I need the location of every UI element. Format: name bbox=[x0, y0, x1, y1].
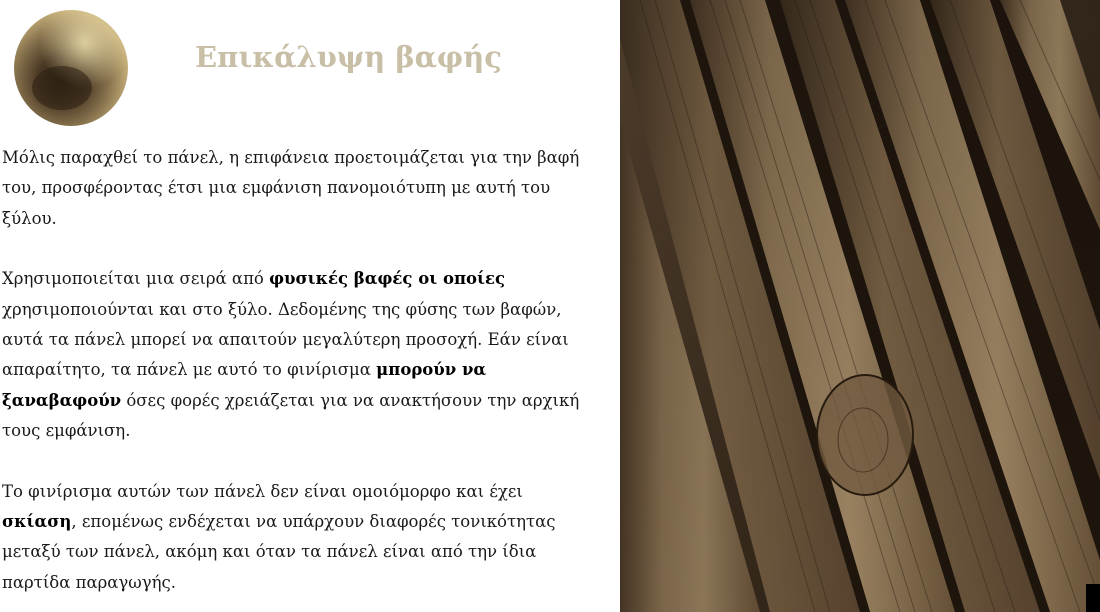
paragraph-3-part-2: , επομένως ενδέχεται να υπάρχουν διαφορές τονικότητας μεταξύ των πάνελ, ακόμη και όταν τα πάνελ είναι από την ίδια παρτίδα παραγωγής. bbox=[2, 511, 556, 592]
wood-panel-photo bbox=[620, 0, 1100, 612]
paragraph-natural-paints bbox=[2, 264, 587, 446]
wood-slats-image bbox=[620, 0, 1100, 612]
paragraph-preparation bbox=[2, 143, 587, 234]
paragraph-1-text: Μόλις παραχθεί το πάνελ, η επιφάνεια προετοιμάζεται για την βαφή του, προσφέροντας έτσι μια εμφάνιση πανομοιότυπη με αυτή του ξύλου. bbox=[2, 148, 580, 228]
body-text bbox=[2, 143, 587, 612]
paint-swatch-image bbox=[12, 8, 130, 128]
paragraph-2-part-2: χρησιμοποιούνται και στο ξύλο. Δεδομένης της φύσης των βαφών, αυτά τα πάνελ μπορεί να απαιτούν μεγαλύτερη προσοχή. Εάν είναι απαραίτητο, τα πάνελ με αυτό το φινίρισμα bbox=[2, 299, 569, 380]
page-title: Επικάλυψη βαφής bbox=[195, 40, 502, 74]
paragraph-2-part-1: Χρησιμοποιείται μια σειρά από bbox=[2, 269, 270, 289]
paragraph-shading bbox=[2, 477, 587, 598]
paragraph-2-bold-1: φυσικές βαφές οι οποίες bbox=[269, 269, 506, 289]
paragraph-2-bold-2: μπορούν να ξαναβαφούν bbox=[2, 360, 487, 410]
paragraph-3-bold-1: σκίαση bbox=[2, 511, 72, 531]
corner-mark bbox=[1086, 584, 1100, 612]
paragraph-2-part-3: όσες φορές χρειάζεται για να ανακτήσουν την αρχική τους εμφάνιση. bbox=[2, 390, 580, 440]
paragraph-3-part-1: Το φινίρισμα αυτών των πάνελ δεν είναι ομοιόμορφο και έχει bbox=[2, 481, 523, 501]
